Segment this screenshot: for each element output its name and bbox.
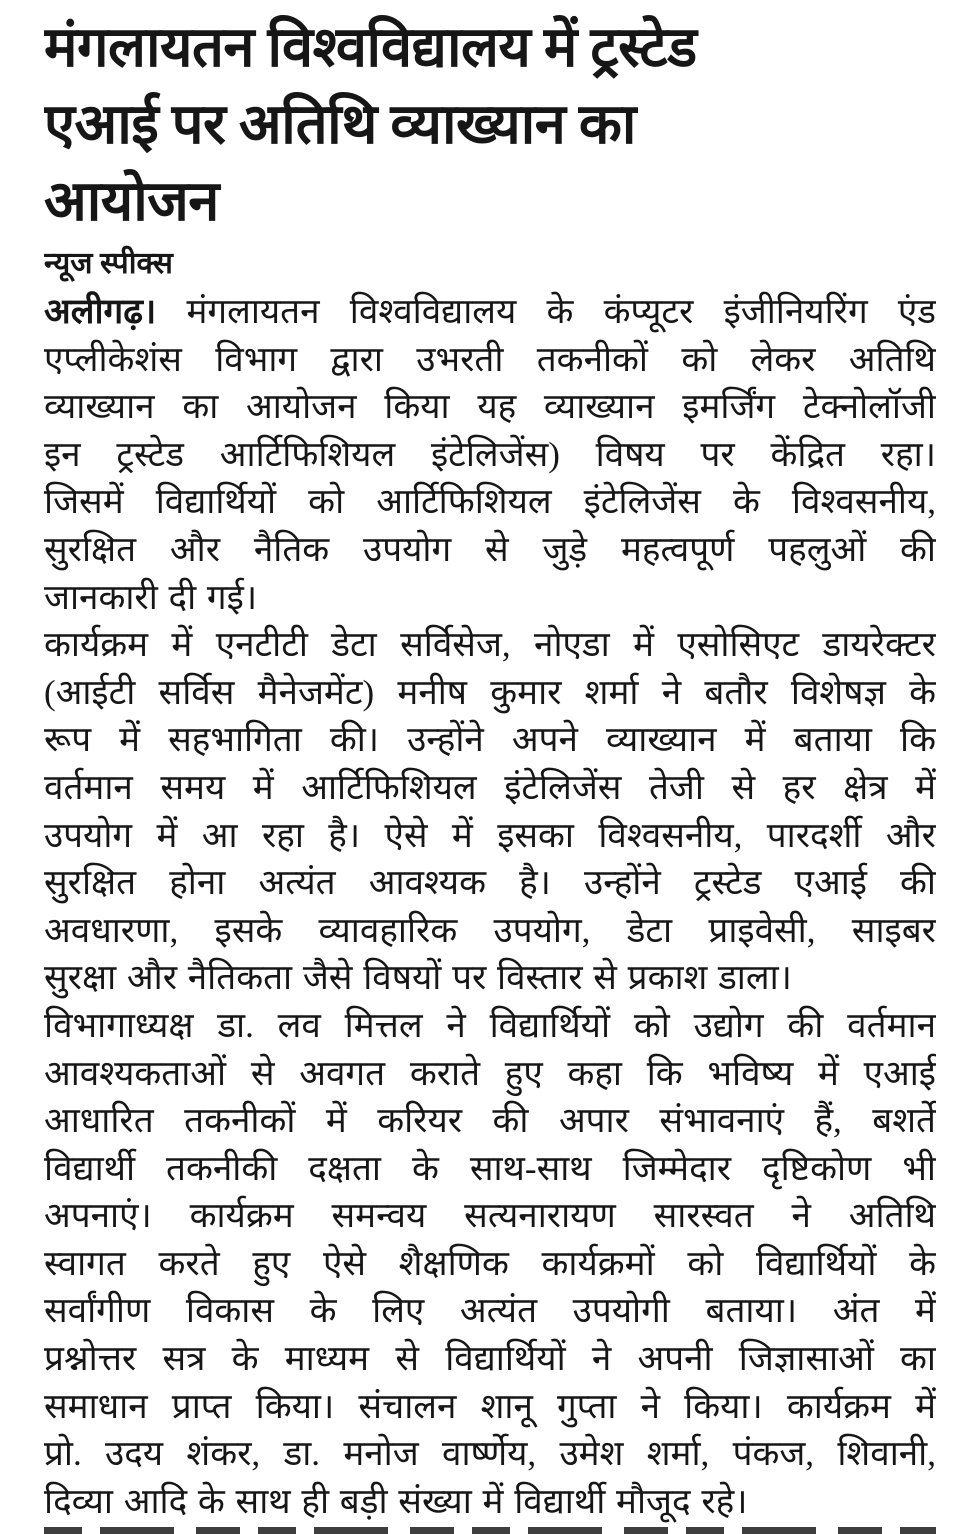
- body-line: समाधान प्राप्त किया। संचालन शानू गुप्ता ने किया। कार्यक्रम में: [44, 1386, 936, 1426]
- body-line: दिव्या आदि के साथ ही बड़ी संख्या में विद्यार्थी मौजूद रहे।: [44, 1481, 748, 1521]
- body-line: व्याख्यान का आयोजन किया यह व्याख्यान इमर्जिंग टेक्नोलॉजी: [44, 387, 936, 427]
- body-line: प्रो. उदय शंकर, डा. मनोज वार्ष्णेय, उमेश शर्मा, पंकज, शिवानी,: [44, 1434, 936, 1474]
- paragraph: [44, 621, 936, 1002]
- body-line: रूप में सहभागिता की। उन्होंने अपने व्याख्यान में बताया कि: [44, 720, 936, 760]
- byline: न्यूज स्पीक्स: [44, 247, 173, 280]
- headline: [44, 10, 936, 241]
- headline-line: आयोजन: [44, 171, 219, 233]
- body-line: अलीगढ़। मंगलायतन विश्वविद्यालय के कंप्यूटर इंजीनियरिंग एंड: [44, 292, 936, 331]
- body-line: आवश्यकताओं से अवगत कराते हुए कहा कि भविष्य में एआई: [44, 1053, 936, 1093]
- body-line: सुरक्षित और नैतिक उपयोग से जुड़े महत्वपूर्ण पहलुओं की: [44, 529, 936, 569]
- body-line: (आईटी सर्विस मैनेजमेंट) मनीष कुमार शर्मा ने बतौर विशेषज्ञ के: [44, 672, 936, 712]
- body-line: सर्वांगीण विकास के लिए अत्यंत उपयोगी बताया। अंत में: [44, 1291, 936, 1331]
- body-line: जानकारी दी गई।: [44, 577, 258, 617]
- paragraph: [44, 1002, 936, 1526]
- body-line: स्वागत करते हुए ऐसे शैक्षणिक कार्यक्रमों को विद्यार्थियों के: [44, 1243, 936, 1283]
- body-line: कार्यक्रम में एनटीटी डेटा सर्विसेज, नोएडा में एसोसिएट डायरेक्टर: [44, 625, 936, 665]
- body-line: वर्तमान समय में आर्टिफिशियल इंटेलिजेंस तेजी से हर क्षेत्र में: [44, 767, 936, 807]
- body-line: सुरक्षा और नैतिकता जैसे विषयों पर विस्तार से प्रकाश डाला।: [44, 958, 792, 998]
- body-line: सुरक्षित होना अत्यंत आवश्यक है। उन्होंने ट्रस्टेड एआई की: [44, 863, 936, 903]
- body-line: आधारित तकनीकों में करियर की अपार संभावनाएं हैं, बशर्ते: [44, 1101, 936, 1141]
- body-line: जिसमें विद्यार्थियों को आर्टिफिशियल इंटेलिजेंस के विश्वसनीय,: [44, 482, 936, 522]
- body-line: अपनाएं। कार्यक्रम समन्वय सत्यनारायण सारस्वत ने अतिथि: [44, 1196, 936, 1236]
- body-line: अवधारणा, इसके व्यावहारिक उपयोग, डेटा प्राइवेसी, साइबर: [44, 910, 936, 950]
- body-line: एप्लीकेशंस विभाग द्वारा उभरती तकनीकों को लेकर अतिथि: [44, 339, 936, 379]
- body-line: विद्यार्थी तकनीकी दक्षता के साथ-साथ जिम्मेदार दृष्टिकोण भी: [44, 1148, 936, 1188]
- paragraph: [44, 288, 936, 621]
- body-line: विभागाध्यक्ष डा. लव मित्तल ने विद्यार्थियों को उद्योग की वर्तमान: [44, 1005, 936, 1045]
- dateline: अलीगढ़।: [44, 292, 157, 331]
- headline-line: मंगलायतन विश्वविद्यालय में ट्रस्टेड: [44, 17, 697, 79]
- headline-line: एआई पर अतिथि व्याख्यान का: [44, 94, 636, 156]
- body-line: उपयोग में आ रहा है। ऐसे में इसका विश्वसनीय, पारदर्शी और: [44, 815, 936, 855]
- article-body: [44, 288, 936, 1525]
- clipped-next-line: [44, 1527, 936, 1534]
- body-line: प्रश्नोत्तर सत्र के माध्यम से विद्यार्थियों ने अपनी जिज्ञासाओं का: [44, 1339, 936, 1379]
- body-line: इन ट्रस्टेड आर्टिफिशियल इंटेलिजेंस) विषय पर केंद्रित रहा।: [44, 434, 936, 474]
